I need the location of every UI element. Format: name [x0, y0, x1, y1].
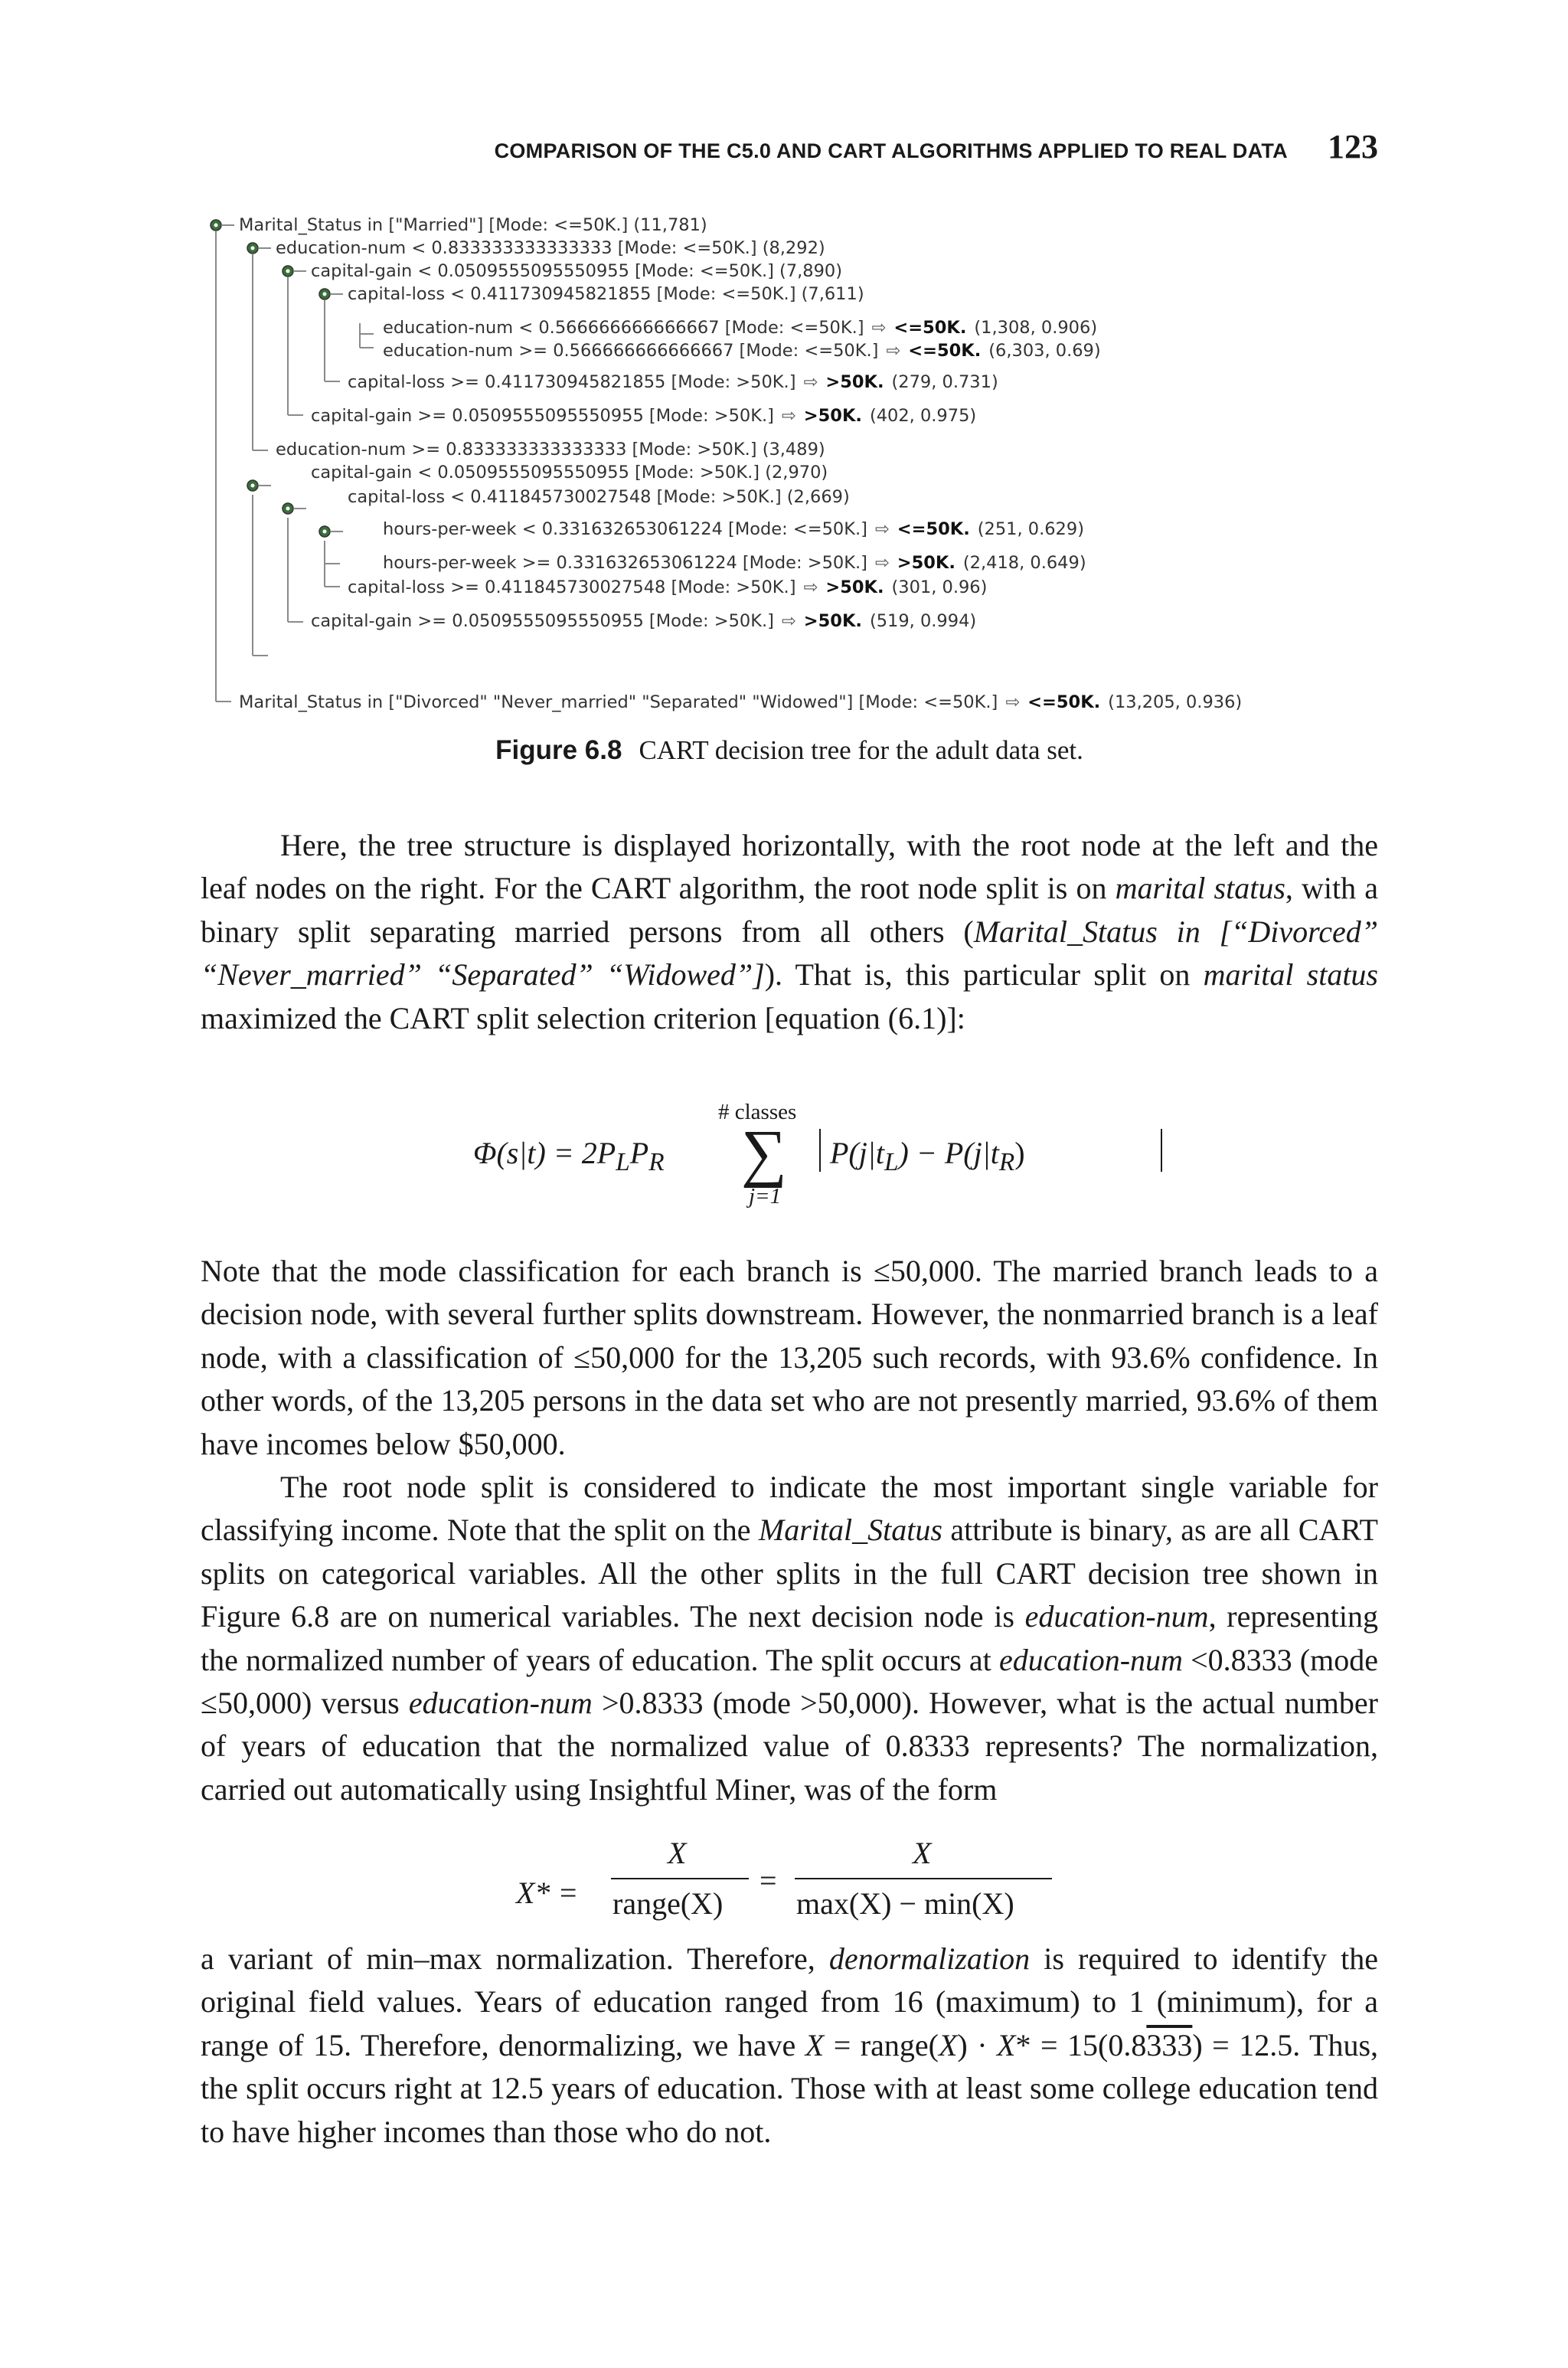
figure-caption: [201, 735, 1378, 766]
leaf-arrow-icon: ⇨: [874, 519, 890, 539]
leaf-arrow-icon: ⇨: [803, 372, 818, 392]
tree-node: capital-gain < 0.0509555095550955 [Mode: <=50K.] (7,890): [311, 261, 843, 281]
eq1-sum-upper: # classes: [718, 1100, 797, 1124]
eq2-eqsign: =: [760, 1863, 777, 1898]
caption-text: CART decision tree for the adult data set.: [639, 735, 1083, 765]
tree-leaf: capital-gain >= 0.0509555095550955 [Mode: >50K.] ⇨ >50K. (519, 0.994): [311, 611, 977, 631]
leaf-arrow-icon: ⇨: [874, 553, 890, 573]
eq2-num2: X: [913, 1836, 932, 1870]
tree-leaf: education-num < 0.566666666666667 [Mode: <=50K.] ⇨ <=50K. (1,308, 0.906): [383, 318, 1098, 338]
leaf-arrow-icon: ⇨: [886, 341, 901, 361]
tree-leaf: education-num >= 0.566666666666667 [Mode: <=50K.] ⇨ <=50K. (6,303, 0.69): [383, 341, 1101, 361]
eq2-den2: max(X) − min(X): [796, 1886, 1014, 1921]
fraction-line-1: [611, 1878, 749, 1879]
leaf-arrow-icon: ⇨: [1005, 692, 1021, 712]
fraction-line-2: [795, 1878, 1052, 1879]
leaf-arrow-icon: ⇨: [803, 577, 818, 597]
eq2-den1: range(X): [612, 1886, 724, 1921]
tree-node: capital-gain < 0.0509555095550955 [Mode: >50K.] (2,970): [311, 463, 828, 482]
eq1-lhs: $\Phi(s|t) = 2P_LP_R$: [473, 1136, 665, 1176]
running-title: COMPARISON OF THE C5.0 AND CART ALGORITHMS APPLIED TO REAL DATA: [494, 139, 1288, 162]
sum-symbol: ∑: [741, 1117, 787, 1189]
tree-node: capital-loss < 0.411730945821855 [Mode: <=50K.] (7,611): [348, 284, 864, 304]
tree-leaf: Marital_Status in ["Divorced" "Never_married" "Separated" "Widowed"] [Mode: <=50K.] ⇨ <=50K. (13,205, 0.936): [239, 692, 1243, 712]
leaf-arrow-icon: ⇨: [871, 318, 887, 338]
tree-node: Marital_Status in ["Married"] [Mode: <=50K.] (11,781): [239, 215, 707, 235]
abs-bar-right: [1161, 1129, 1162, 1172]
paragraph-1: Here, the tree structure is displayed horizontally, with the root node at the left and the leaf nodes on the right. For the CART algorithm, the root node split is on marital status, with a binary split separating married persons from all others (Marital_Status in [“Divorced” “Never_married” “Separated” “Widowed”]). That is, this particular split on marital status maximized the CART split selection criterion [equation (6.1)]:: [201, 828, 1378, 1035]
abs-bar-left: [819, 1129, 821, 1172]
leaf-arrow-icon: ⇨: [781, 406, 796, 426]
leaf-arrow-icon: ⇨: [781, 611, 796, 631]
eq1-sum-lower: j=1: [749, 1184, 782, 1209]
eq2-num1: X: [668, 1836, 687, 1870]
paragraph-2: Note that the mode classification for each branch is ≤50,000. The married branch leads to a decision node, with several further splits downstream. However, the nonmarried branch is a leaf node, with a classification of ≤50,000 for the 13,205 such records, with 93.6% confidence. In other words, of the 13,205 persons in the data set who are not presently married, 93.6% of them have incomes below $50,000.: [201, 1254, 1378, 1461]
page-header: [201, 127, 1378, 173]
paragraph-4: a variant of min–max normalization. Therefore, denormalization is required to identify the original field values. Years of education ranged from 16 (maximum) to 1 (minimum), for a range of 15. Therefore, denormalizing, we have X = range(X) · X* = 15(0.8333) = 12.5. Thus, the split occurs right at 12.5 years of education. Those with at least some college education tend to have higher incomes than those who do not.: [201, 1941, 1379, 2149]
tree-leaf: capital-gain >= 0.0509555095550955 [Mode: >50K.] ⇨ >50K. (402, 0.975): [311, 406, 977, 426]
tree-leaf: capital-loss >= 0.411730945821855 [Mode: >50K.] ⇨ >50K. (279, 0.731): [348, 372, 998, 392]
tree-leaf: hours-per-week < 0.331632653061224 [Mode: <=50K.] ⇨ <=50K. (251, 0.629): [383, 519, 1084, 539]
figure-label: Figure 6.8: [495, 735, 622, 765]
paragraph-3: The root node split is considered to indicate the most important single variable for classifying income. Note that the split on the Marital_Status attribute is binary, as are all CART splits on categorical variables. All the other splits in the full CART decision tree shown in Figure 6.8 are on numerical variables. The next decision node is education-num, representing the normalized number of years of education. The split occurs at education-num <0.8333 (mode ≤50,000) versus education-num >0.8333 (mode >50,000). However, what is the actual number of years of education that the normalized value of 0.8333 represents? The normalization, carried out automatically using Insightful Miner, was of the form: [201, 1470, 1378, 1807]
eq2-lhs: X* =: [516, 1876, 579, 1910]
tree-leaf: hours-per-week >= 0.331632653061224 [Mode: >50K.] ⇨ >50K. (2,418, 0.649): [383, 553, 1086, 573]
cart-decision-tree: [201, 211, 1395, 717]
tree-leaf: capital-loss >= 0.411845730027548 [Mode: >50K.] ⇨ >50K. (301, 0.96): [348, 577, 988, 597]
eq1-rhs: $P(j|t_L) - P(j|t_R)$: [830, 1136, 1025, 1176]
tree-node: capital-loss < 0.411845730027548 [Mode: >50K.] (2,669): [348, 487, 850, 507]
page-number: 123: [1328, 128, 1378, 165]
tree-node: education-num < 0.833333333333333 [Mode: <=50K.] (8,292): [276, 238, 825, 258]
tree-node: education-num >= 0.833333333333333 [Mode: >50K.] (3,489): [276, 440, 825, 460]
